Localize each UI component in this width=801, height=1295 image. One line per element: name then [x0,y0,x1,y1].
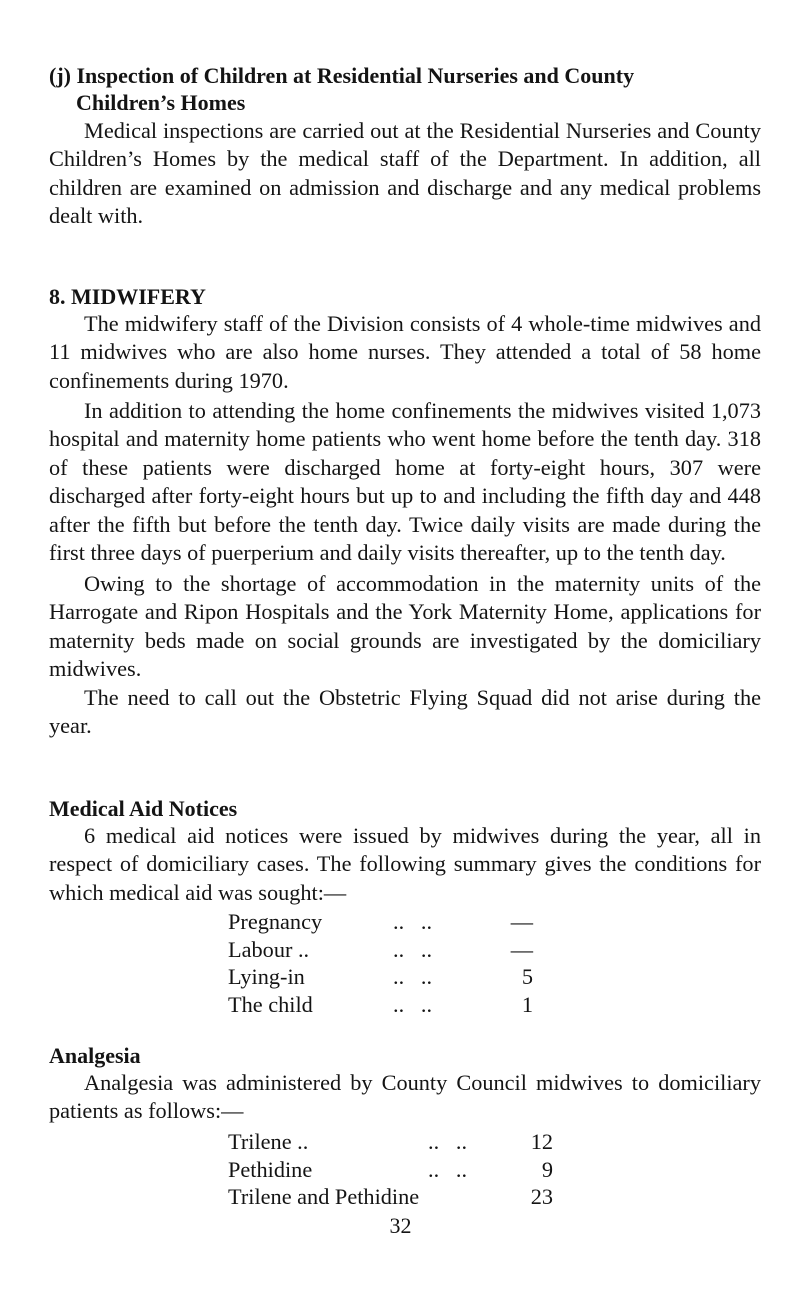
list-item [228,963,533,991]
section-j-heading-line2: Children’s Homes [76,90,246,115]
analgesic-count: 12 [530,1129,553,1154]
analgesic-count: 23 [530,1184,553,1209]
midwifery-heading: 8. MIDWIFERY [49,284,206,309]
medical-aid-conditions-list [228,908,533,1018]
midwifery-paragraph-3: Owing to the shortage of accommodation in the maternity units of the Harrogate and Ripon Hospitals and the York Maternity Home, applications for maternity beds made on social grounds are investigated by the domiciliary midwives. [49,571,761,682]
section-j-heading [49,62,769,116]
leader-dots: .. .. [393,936,433,962]
section-j-paragraph: Medical inspections are carried out at the Residential Nurseries and County Children’s Homes by the medical staff of the Department. In addition, all children are examined on admission and discharge and any medical problems dealt with. [49,118,761,229]
list-item [228,936,533,964]
condition-count: — [510,909,533,934]
leader-dots: .. .. [428,1156,468,1182]
analgesic-label: Pethidine [228,1156,313,1182]
leader-dots: .. .. [393,909,433,934]
medical-aid-paragraph: 6 medical aid notices were issued by midwives during the year, all in respect of domiciliary cases. The following summary gives the conditions for which medical aid was sought:— [49,823,761,905]
midwifery-paragraph-1: The midwifery staff of the Division consists of 4 whole-time midwives and 11 midwives who are also home nurses. They attended a total of 58 home confinements during 1970. [49,311,761,393]
analgesia-list [228,1128,553,1211]
list-item [228,991,533,1019]
medical-aid-heading: Medical Aid Notices [49,796,238,821]
analgesic-label: Trilene .. [228,1129,309,1154]
condition-label: The child [228,991,313,1017]
condition-count: 1 [521,991,533,1017]
analgesia-paragraph: Analgesia was administered by County Council midwives to domiciliary patients as follows:— [49,1070,761,1124]
page-number: 32 [389,1213,412,1238]
leader-dots [428,1183,513,1211]
list-item [228,1156,553,1184]
condition-count: 5 [521,964,533,989]
condition-label: Pregnancy [228,909,323,934]
list-item [228,1128,553,1156]
leader-dots: .. .. [428,1129,468,1154]
leader-dots: .. .. [393,991,433,1017]
section-j-heading-line1: (j) Inspection of Children at Residential Nurseries and County [49,63,635,88]
list-item [228,908,533,936]
midwifery-paragraph-2: In addition to attending the home confinements the midwives visited 1,073 hospital and maternity home patients who went home before the tenth day. 318 of these patients were discharged home at forty-eight hours, 307 were discharged after forty-eight hours but up to and including the fifth day and 448 after the fifth but before the tenth day. Twice daily visits are made during the first three days of puerperium and daily visits thereafter, up to the tenth day. [49,398,761,566]
condition-label: Labour .. [228,936,310,962]
analgesic-count: 9 [541,1156,553,1182]
midwifery-paragraph-4: The need to call out the Obstetric Flying Squad did not arise during the year. [49,685,761,739]
analgesic-label: Trilene and Pethidine [228,1184,420,1209]
condition-label: Lying-in [228,964,305,989]
analgesia-heading: Analgesia [49,1043,141,1068]
condition-count: — [510,936,533,962]
list-item [228,1183,553,1211]
leader-dots: .. .. [393,964,433,989]
